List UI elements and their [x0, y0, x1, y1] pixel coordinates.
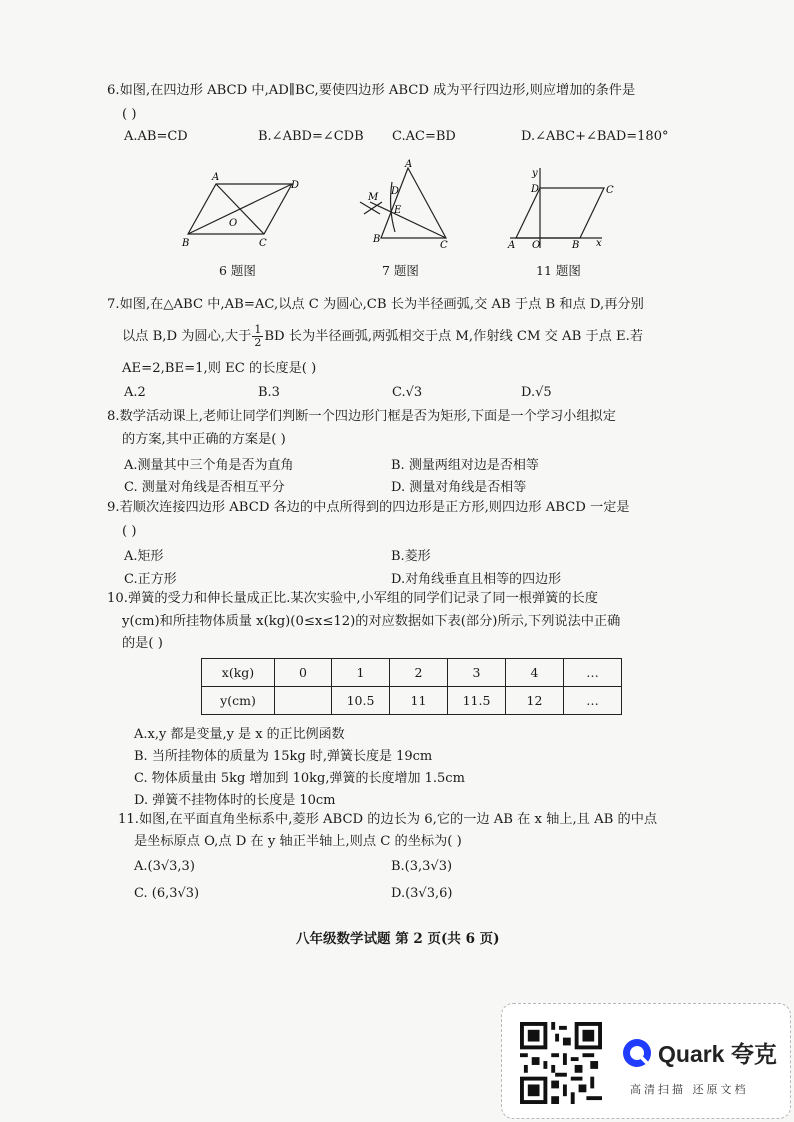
page-footer: 八年级数学试题 第 2 页(共 6 页) — [296, 931, 500, 947]
q11-option-d: D.(3√3,6) — [391, 886, 453, 901]
q7-option-b: B.3 — [258, 385, 280, 400]
quark-tagline: 高清扫描 还原文档 — [630, 1083, 749, 1096]
q7-option-d: D.√5 — [521, 385, 552, 400]
quark-watermark — [501, 1003, 791, 1119]
fig11-label-o: O — [532, 240, 541, 251]
table-cell: x(kg) — [202, 659, 275, 687]
q6-option-a: A.AB=CD — [124, 129, 188, 144]
fig7-label-a: A — [405, 159, 413, 170]
table-cell: 2 — [390, 659, 448, 687]
q8-option-b: B. 测量两组对边是否相等 — [391, 458, 539, 473]
q11-line2: 是坐标原点 O,点 D 在 y 轴正半轴上,则点 C 的坐标为( ) — [134, 834, 462, 849]
q10-option-c: C. 物体质量由 5kg 增加到 10kg,弹簧的长度增加 1.5cm — [134, 771, 465, 786]
table-cell — [275, 687, 332, 715]
caption-fig11: 11 题图 — [536, 263, 581, 278]
q11-option-b: B.(3,3√3) — [391, 859, 453, 874]
q10-line1: 10.弹簧的受力和伸长量成正比.某次实验中,小军组的同学们记录了同一根弹簧的长度 — [107, 591, 598, 606]
fig11-label-b: B — [572, 240, 580, 251]
quark-brand: Quark 夸克 — [658, 1041, 777, 1067]
figure-11 — [510, 168, 604, 248]
q6-option-c: C.AC=BD — [392, 129, 456, 144]
q8-line2: 的方案,其中正确的方案是( ) — [122, 432, 286, 447]
q6-option-b: B.∠ABD=∠CDB — [258, 129, 364, 144]
q7-line2-pre: 以点 B,D 为圆心,大于 — [122, 329, 252, 344]
table-cell: 11.5 — [448, 687, 506, 715]
table-row — [202, 659, 622, 687]
quark-logo-icon — [622, 1038, 652, 1068]
q11-line1: 11.如图,在平面直角坐标系中,菱形 ABCD 的边长为 6,它的一边 AB 在 x 轴上,且 AB 的中点 — [118, 812, 658, 827]
fig11-label-d: D — [531, 184, 540, 195]
fig7-label-d: D — [391, 186, 400, 197]
q9-line1: 9.若顺次连接四边形 ABCD 各边的中点所得到的四边形是正方形,则四边形 ABCD 一定是 — [107, 500, 630, 515]
fig6-label-o: O — [229, 218, 238, 229]
q6-option-d: D.∠ABC+∠BAD=180° — [521, 129, 669, 144]
q10-line3: 的是( ) — [122, 636, 163, 651]
figure-7 — [360, 168, 446, 238]
fig11-label-c: C — [606, 185, 614, 196]
caption-fig6: 6 题图 — [219, 263, 256, 278]
fig6-label-b: B — [182, 238, 190, 249]
q10-option-d: D. 弹簧不挂物体时的长度是 10cm — [134, 793, 336, 808]
q8-option-c: C. 测量对角线是否相互平分 — [124, 480, 285, 495]
q7-option-a: A.2 — [124, 385, 146, 400]
q7-line2-post: BD 长为半径画弧,两弧相交于点 M,作射线 CM 交 AB 于点 E.若 — [264, 329, 644, 344]
q11-option-a: A.(3√3,3) — [134, 859, 195, 874]
q8-line1: 8.数学活动课上,老师让同学们判断一个四边形门框是否为矩形,下面是一个学习小组拟定 — [107, 409, 616, 424]
q9-option-d: D.对角线垂直且相等的四边形 — [391, 572, 562, 587]
q8-option-a: A.测量其中三个角是否为直角 — [124, 458, 294, 473]
table-cell: 11 — [390, 687, 448, 715]
fig6-label-c: C — [259, 238, 267, 249]
caption-fig7: 7 题图 — [382, 263, 419, 278]
table-cell: 1 — [332, 659, 390, 687]
fig11-label-y: y — [532, 168, 538, 179]
table-cell: … — [564, 687, 622, 715]
q6-paren: ( ) — [122, 107, 137, 122]
figures-row — [170, 158, 630, 258]
fig6-label-a: A — [212, 172, 220, 183]
q10-option-b: B. 当所挂物体的质量为 15kg 时,弹簧长度是 19cm — [134, 749, 433, 764]
q8-option-d: D. 测量对角线是否相等 — [391, 480, 527, 495]
table-cell: … — [564, 659, 622, 687]
q6-stem: 6.如图,在四边形 ABCD 中,AD∥BC,要使四边形 ABCD 成为平行四边形,则应增加的条件是 — [107, 83, 636, 98]
fig7-label-m: M — [368, 192, 379, 203]
table-cell: 0 — [275, 659, 332, 687]
fraction-half: $\frac{1}{2}$ — [254, 323, 262, 349]
q10-option-a: A.x,y 都是变量,y 是 x 的正比例函数 — [134, 727, 345, 742]
q10-line2: y(cm)和所挂物体质量 x(kg)(0≤x≤12)的对应数据如下表(部分)所示,下列说法中正确 — [122, 614, 621, 629]
q7-line3: AE=2,BE=1,则 EC 的长度是( ) — [122, 361, 317, 376]
fig7-label-c: C — [440, 240, 448, 251]
table-row — [202, 687, 622, 715]
fig11-label-x: x — [596, 238, 602, 249]
q11-option-c: C. (6,3√3) — [134, 886, 200, 901]
q7-option-c: C.√3 — [392, 385, 423, 400]
table-cell: 4 — [506, 659, 564, 687]
qr-code-icon — [520, 1022, 602, 1104]
q9-line2: ( ) — [122, 524, 137, 539]
q9-option-b: B.菱形 — [391, 549, 431, 564]
fig7-label-b: B — [373, 234, 381, 245]
table-cell: 12 — [506, 687, 564, 715]
fig6-label-d: D — [291, 180, 300, 191]
q7-line2 — [122, 324, 643, 349]
table-cell: y(cm) — [202, 687, 275, 715]
q9-option-a: A.矩形 — [124, 549, 164, 564]
q9-option-c: C.正方形 — [124, 572, 177, 587]
fig11-label-a: A — [508, 240, 516, 251]
table-cell: 10.5 — [332, 687, 390, 715]
figure-6 — [188, 184, 292, 234]
fig7-label-e: E — [394, 205, 402, 216]
q7-line1: 7.如图,在△ABC 中,AB=AC,以点 C 为圆心,CB 长为半径画弧,交 AB 于点 B 和点 D,再分别 — [107, 297, 644, 312]
table-cell: 3 — [448, 659, 506, 687]
q10-data-table — [201, 658, 622, 715]
